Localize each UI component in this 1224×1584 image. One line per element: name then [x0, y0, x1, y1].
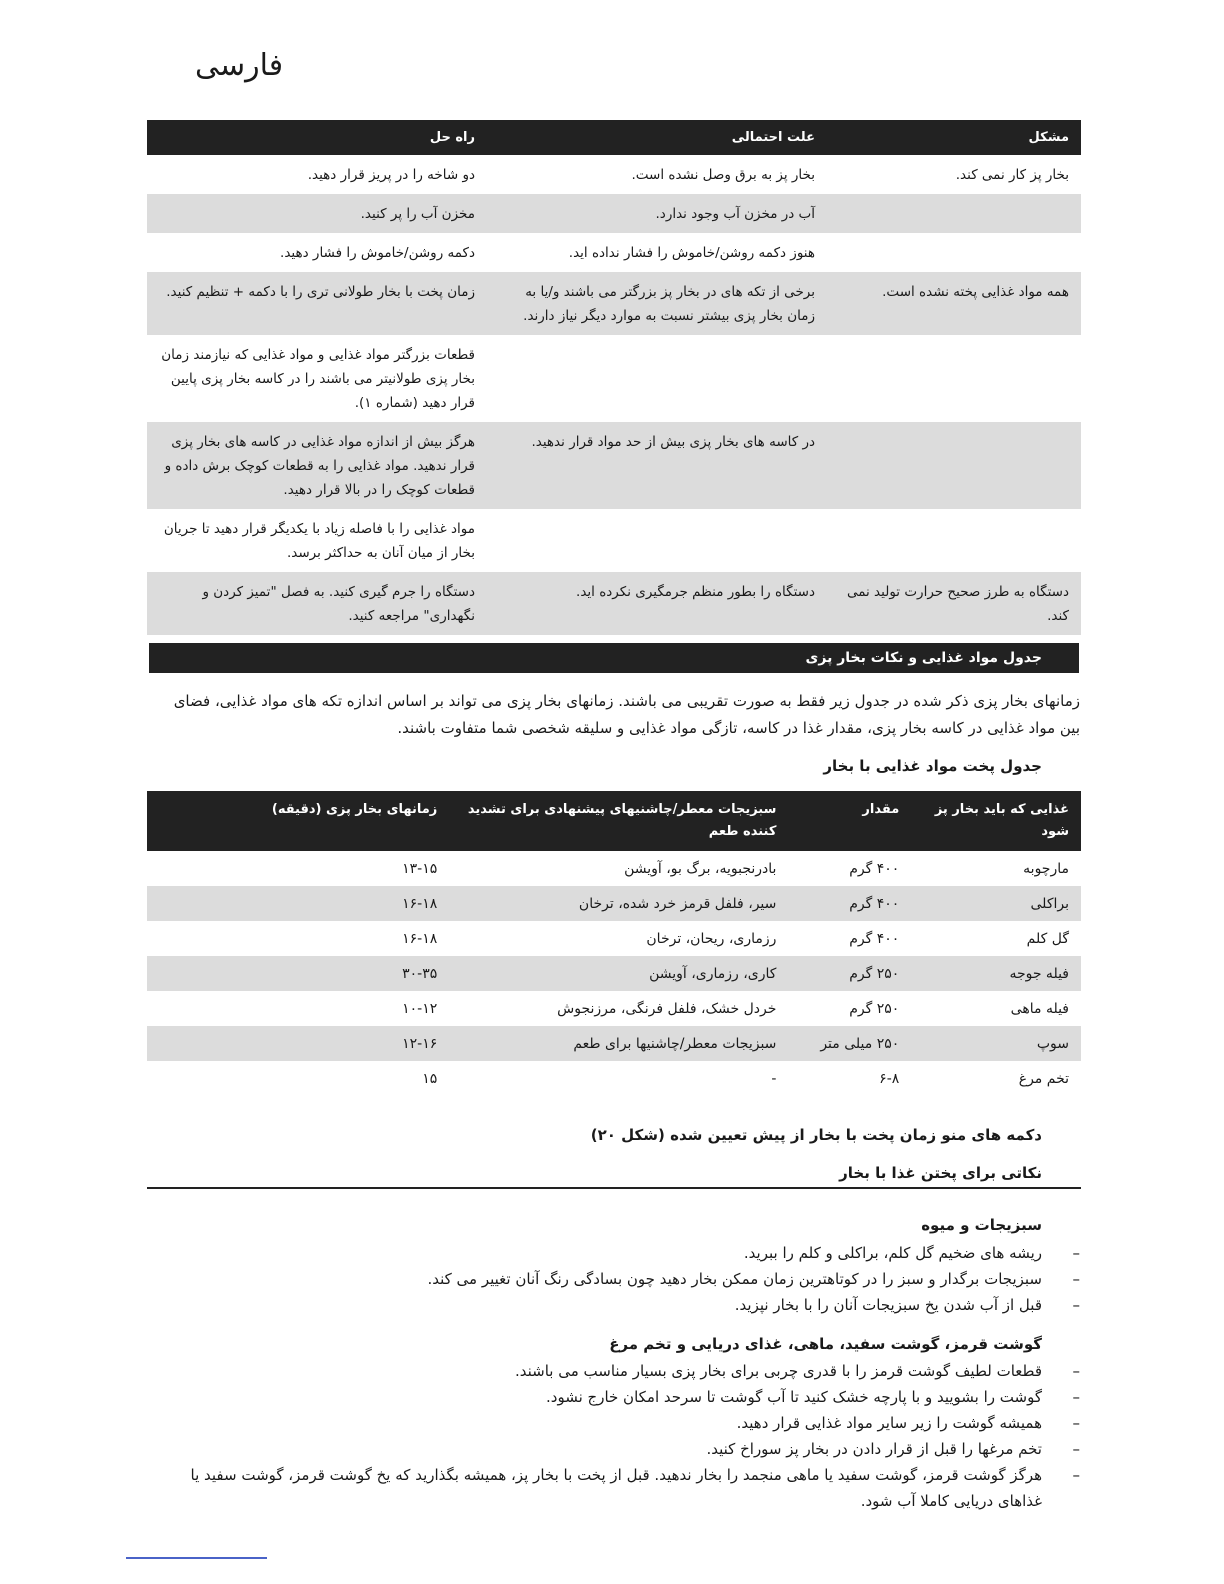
- vegetables-list: [150, 1240, 1080, 1318]
- cell-time: ۱۳-۱۵: [402, 860, 438, 877]
- cell-cause: [487, 509, 827, 572]
- cell-herbs: بادرنجبویه، برگ بو، آویشن: [624, 860, 777, 877]
- cell-solution: دستگاه را جرم گیری کنید. به فصل "تمیز کردن و نگهداری" مراجعه کنید.: [147, 572, 487, 635]
- cell-amount: ۴۰۰ گرم: [849, 930, 900, 947]
- cell-cause: در کاسه های بخار پزی بیش از حد مواد قرار ندهید.: [487, 422, 827, 509]
- table-row: [147, 155, 1081, 194]
- cell-amount: ۲۵۰ گرم: [849, 1000, 900, 1017]
- cell-food: فیله ماهی: [1010, 1000, 1069, 1017]
- header-solution: راه حل: [147, 120, 487, 155]
- header-herbs: سبزیجات معطر/چاشنیهای پیشنهادی برای تشدید کننده طعم: [449, 791, 788, 851]
- list-item: [150, 1240, 1080, 1266]
- cell-amount: ۴۰۰ گرم: [849, 860, 900, 877]
- header-food: غذایی که باید بخار پز شود: [911, 791, 1081, 851]
- header-cause: علت احتمالی: [487, 120, 827, 155]
- bullet-dash: –: [1072, 1414, 1080, 1432]
- cell-cause: آب در مخزن آب وجود ندارد.: [487, 194, 827, 233]
- list-item: [150, 1266, 1080, 1292]
- food-table: [147, 791, 1081, 1096]
- cell-problem: بخار پز کار نمی کند.: [955, 167, 1069, 183]
- cell-problem: دستگاه به طرز صحیح حرارت تولید نمی کند.: [827, 572, 1081, 635]
- cell-problem: [827, 509, 1081, 572]
- cell-herbs: سیر، فلفل قرمز خرد شده، ترخان: [449, 886, 788, 921]
- bullet-dash: –: [1072, 1388, 1080, 1406]
- list-item-text: ریشه های ضخیم گل کلم، براکلی و کلم را ببرید.: [743, 1244, 1042, 1262]
- cell-herbs: کاری، رزماری، آویشن: [449, 956, 788, 991]
- cell-solution: هرگز بیش از اندازه مواد غذایی در کاسه های بخار پزی قرار ندهید. مواد غذایی را به قطعات کوچک برش داده و قطعات کوچک را در بالا قرار دهید.: [147, 422, 487, 509]
- intro-paragraph: زمانهای بخار پزی ذکر شده در جدول زیر فقط به صورت تقریبی می باشند. زمانهای بخار پزی می تواند بر اساس اندازه تکه های مواد غذایی، فضای بین مواد غذایی در کاسه بخار پزی، مقدار غذا در کاسه، تازگی مواد غذایی و سلیقه شخصی شما متفاوت باشند.: [173, 692, 1080, 737]
- cell-problem: [827, 335, 1081, 422]
- list-item: [150, 1384, 1080, 1410]
- table-row: [147, 1026, 1081, 1061]
- list-item: [150, 1292, 1080, 1318]
- table-row: [147, 921, 1081, 956]
- section-title-bar: [149, 643, 1079, 673]
- bullet-dash: –: [1072, 1244, 1080, 1262]
- cell-problem: همه مواد غذایی پخته نشده است.: [827, 272, 1081, 335]
- cell-food: فیله جوجه: [911, 956, 1081, 991]
- bullet-dash: –: [1072, 1440, 1080, 1458]
- list-item: [150, 1410, 1080, 1436]
- cell-amount: ۴۰۰ گرم: [788, 886, 911, 921]
- list-item-text: سبزیجات برگدار و سبز را در کوتاهترین زمان ممکن بخار دهید چون بسادگی رنگ آنان تغییر می کند.: [427, 1270, 1042, 1288]
- list-item: [150, 1462, 1080, 1514]
- table-row: [147, 956, 1081, 991]
- table-row: [147, 422, 1081, 509]
- cell-food: مارچوبه: [1023, 860, 1069, 877]
- menu-buttons-heading: دکمه های منو زمان پخت با بخار از پیش تعیین شده (شکل ۲۰): [590, 1126, 1042, 1144]
- cell-solution: قطعات بزرگتر مواد غذایی و مواد غذایی که نیازمند زمان بخار پزی طولانیتر می باشند را در کاسه بخار پزی پایین قرار دهید (شماره ۱).: [161, 347, 475, 411]
- cell-solution: دو شاخه را در پریز قرار دهید.: [307, 167, 475, 183]
- cell-amount: ۲۵۰ میلی متر: [788, 1026, 911, 1061]
- header-amount: مقدار: [788, 791, 911, 851]
- list-item-text: هرگز گوشت قرمز، گوشت سفید یا ماهی منجمد را بخار ندهید. قبل از پخت با بخار پز، همیشه بگذارید که یخ گوشت قرمز، گوشت سفید یا غذاهای دریایی کاملا آب شود.: [190, 1466, 1042, 1510]
- tips-heading: نکاتی برای پختن غذا با بخار: [839, 1164, 1042, 1182]
- table-row: [147, 1061, 1081, 1096]
- list-item-text: همیشه گوشت را زیر سایر مواد غذایی قرار دهید.: [736, 1414, 1042, 1432]
- table-row: [147, 886, 1081, 921]
- cell-food: گل کلم: [1026, 930, 1069, 947]
- cell-herbs: رزماری، ریحان، ترخان: [646, 930, 777, 947]
- cell-solution: دکمه روشن/خاموش را فشار دهید.: [280, 245, 475, 261]
- table-row: [147, 572, 1081, 635]
- cell-solution: زمان پخت با بخار طولانی تری را با دکمه + تنظیم کنید.: [147, 272, 487, 335]
- vegetables-heading: سبزیجات و میوه: [921, 1216, 1042, 1234]
- list-item: [150, 1358, 1080, 1384]
- cell-herbs: -: [771, 1070, 777, 1087]
- cell-food: براکلی: [911, 886, 1081, 921]
- list-item-text: قطعات لطیف گوشت قرمز را با قدری چربی برای بخار پزی بسیار مناسب می باشند.: [514, 1362, 1042, 1380]
- cell-herbs: سبزیجات معطر/چاشنیها برای طعم: [449, 1026, 788, 1061]
- list-item-text: قبل از آب شدن یخ سبزیجات آنان را با بخار نپزید.: [734, 1296, 1042, 1314]
- cell-cause: هنوز دکمه روشن/خاموش را فشار نداده اید.: [568, 245, 815, 261]
- meat-list: [150, 1358, 1080, 1514]
- cell-problem: [827, 194, 1081, 233]
- cell-solution: مخزن آب را پر کنید.: [147, 194, 487, 233]
- list-item-text: تخم مرغها را قبل از قرار دادن در بخار پز سوراخ کنید.: [706, 1440, 1042, 1458]
- cell-problem: [827, 233, 1081, 272]
- cell-time: ۱۰-۱۲: [402, 1000, 438, 1017]
- food-table-title: جدول پخت مواد غذایی با بخار: [823, 757, 1042, 775]
- cell-amount: ۲۵۰ گرم: [788, 956, 911, 991]
- bullet-dash: –: [1072, 1270, 1080, 1288]
- list-item-text: گوشت را بشویید و با پارچه خشک کنید تا آب گوشت تا سرحد امکان خارج نشود.: [546, 1388, 1042, 1406]
- bullet-dash: –: [1072, 1296, 1080, 1314]
- cell-herbs: خردل خشک، فلفل فرنگی، مرزنجوش: [557, 1000, 777, 1017]
- table-row: [147, 335, 1081, 422]
- section-title: جدول مواد غذایی و نکات بخار پزی: [805, 650, 1042, 666]
- table-row: [147, 851, 1081, 886]
- table-header-row: [147, 791, 1081, 851]
- bullet-dash: –: [1072, 1362, 1080, 1380]
- cell-cause: برخی از تکه های در بخار پز بزرگتر می باشند و/یا به زمان بخار پزی بیشتر نسبت به موارد دیگر نیاز دارند.: [487, 272, 827, 335]
- table-row: [147, 194, 1081, 233]
- cell-problem: [827, 422, 1081, 509]
- table-row: [147, 509, 1081, 572]
- bullet-dash: –: [1072, 1466, 1080, 1484]
- cell-time: ۱۵: [422, 1070, 438, 1087]
- cell-time: ۱۲-۱۶: [147, 1026, 449, 1061]
- cell-cause: بخار پز به برق وصل نشده است.: [631, 167, 815, 183]
- footer-line: [126, 1557, 267, 1559]
- cell-time: ۱۶-۱۸: [147, 886, 449, 921]
- cell-cause: [487, 335, 827, 422]
- meat-heading: گوشت قرمز، گوشت سفید، ماهی، غذای دریایی و تخم مرغ: [609, 1335, 1042, 1353]
- header-problem: مشکل: [827, 120, 1081, 155]
- cell-amount: ۶-۸: [879, 1070, 900, 1087]
- language-label: فارسی: [195, 48, 284, 83]
- cell-time: ۳۰-۳۵: [147, 956, 449, 991]
- header-time: زمانهای بخار پزی (دقیقه): [147, 791, 449, 851]
- table-row: [147, 991, 1081, 1026]
- cell-time: ۱۶-۱۸: [402, 930, 438, 947]
- heading-divider: [147, 1187, 1081, 1189]
- cell-solution: مواد غذایی را با فاصله زیاد با یکدیگر قرار دهید تا جریان بخار از میان آنان به حداکثر برسد.: [163, 521, 475, 561]
- table-row: [147, 233, 1081, 272]
- cell-food: تخم مرغ: [1018, 1070, 1069, 1087]
- table-header-row: [147, 120, 1081, 155]
- troubleshooting-table: [147, 120, 1081, 635]
- cell-food: سوپ: [911, 1026, 1081, 1061]
- list-item: [150, 1436, 1080, 1462]
- cell-cause: دستگاه را بطور منظم جرمگیری نکرده اید.: [487, 572, 827, 635]
- table-row: [147, 272, 1081, 335]
